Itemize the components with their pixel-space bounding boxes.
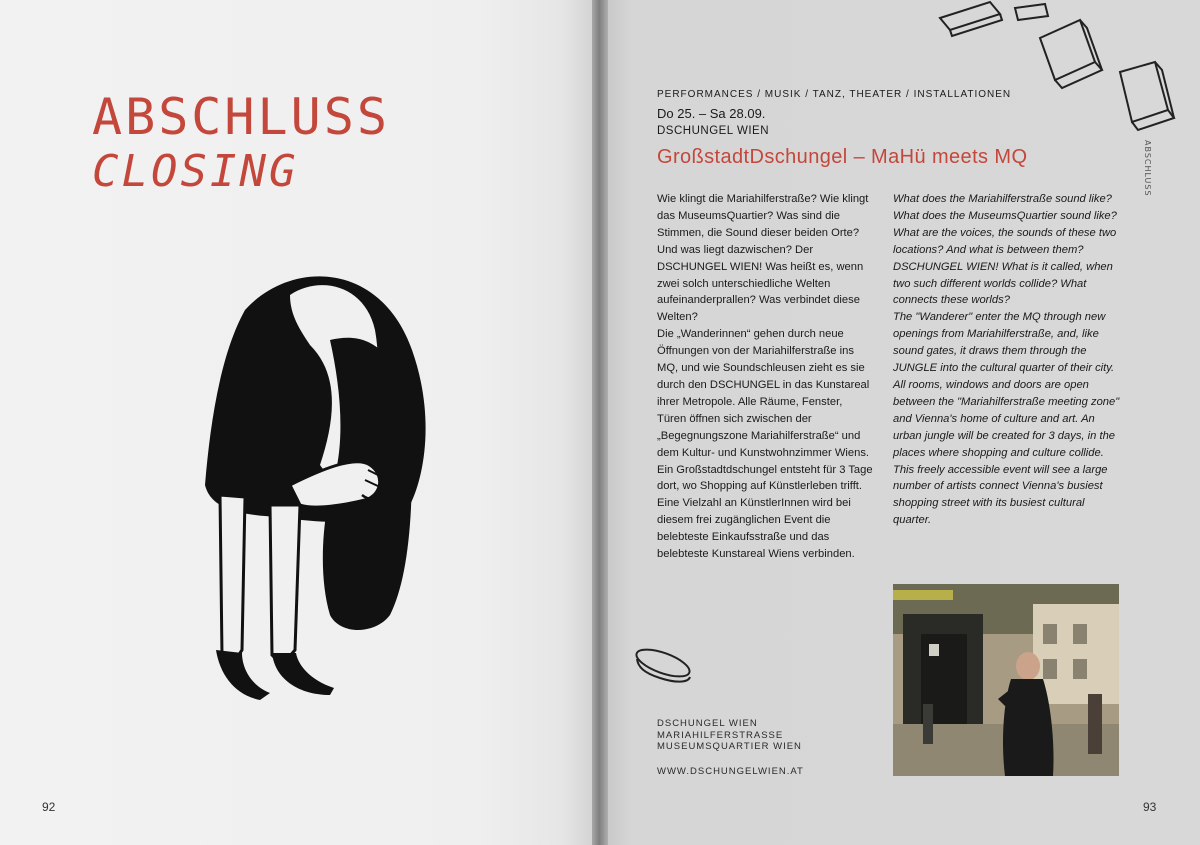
credit-line: MUSEUMSQUARTIER WIEN <box>657 741 802 752</box>
description-english <box>893 191 1123 529</box>
description-german <box>657 191 873 563</box>
bent-over-figure-illustration <box>150 255 450 725</box>
credits-block <box>657 718 802 753</box>
falling-blocks-illustration <box>930 0 1180 140</box>
credit-line: MARIAHILFERSTRASSE <box>657 729 784 741</box>
paragraph: The "Wanderer" enter the MQ through new openings from Mariahilferstraße, and, like sound gates, it draws them through the JUNGLE into the cultural quarter of their city. All rooms, windows and doors are open between the "Mariahilferstraße meeting zone" and Vienna's home of culture and art. An urban jungle will be created for 3 days, in the places where shopping and culture collide. This freely accessible event will see a large number of artists connect Vienna's busiest shopping street with its busiest cultural quarter. <box>893 311 1120 527</box>
paragraph: Wie klingt die Mariahilferstraße? Wie klingt das MuseumsQuartier? Was sind die Stimmen, die Sound dieser beiden Orte? Und was liegt dazwischen? Der DSCHUNGEL WIEN! Was heißt es, wenn zwei solch unterschiedliche Welten aufeinanderprallen? Was verbindet diese Welten? <box>657 193 869 324</box>
event-title: GroßstadtDschungel – MaHü meets MQ <box>657 146 1028 168</box>
page-number-left: 92 <box>42 800 56 814</box>
credit-line: DSCHUNGEL WIEN <box>657 718 758 729</box>
event-dates: Do 25. – Sa 28.09. <box>657 106 766 121</box>
left-page <box>0 0 598 845</box>
section-title-german: ABSCHLUSS <box>92 88 390 146</box>
paragraph: Die „Wanderinnen“ gehen durch neue Öffnungen von der Mariahilferstraße ins MQ, und wie Soundschleusen zieht es sie durch den DSCHUNGEL in das Kunstareal ihrer Metropole. Alle Räume, Fenster, Türen öffnen sich zwischen der „Begegnungszone Mariahilferstraße“ und dem Kultur- und Kunstwohnzimmer Wiens. Ein Großstadtdschungel entsteht für 3 Tage dort, wo Shopping auf Künstlerleben trifft. Eine Vielzahl an KünstlerInnen wird bei diesem frei zugänglichen Event die belebteste Einkaufsstraße und das belebteste Kunstareal Wiens verbinden. <box>657 328 873 561</box>
event-category: PERFORMANCES / MUSIK / TANZ, THEATER / INSTALLATIONEN <box>657 89 1012 100</box>
page-number-right: 93 <box>1143 800 1157 814</box>
section-side-label: ABSCHLUSS <box>1143 140 1152 197</box>
paragraph: What does the Mariahilferstraße sound like? What does the MuseumsQuartier sound like? What are the voices, the sounds of these two locations? And what is between them? DSCHUNGEL WIEN! What is it called, when two such different worlds collide? What connects these worlds? <box>893 193 1117 307</box>
event-venue: DSCHUNGEL WIEN <box>657 125 769 137</box>
disc-illustration <box>630 645 700 690</box>
website-link[interactable]: WWW.DSCHUNGELWIEN.AT <box>657 766 804 777</box>
event-photo <box>893 584 1119 776</box>
section-title-english: CLOSING <box>92 146 299 197</box>
